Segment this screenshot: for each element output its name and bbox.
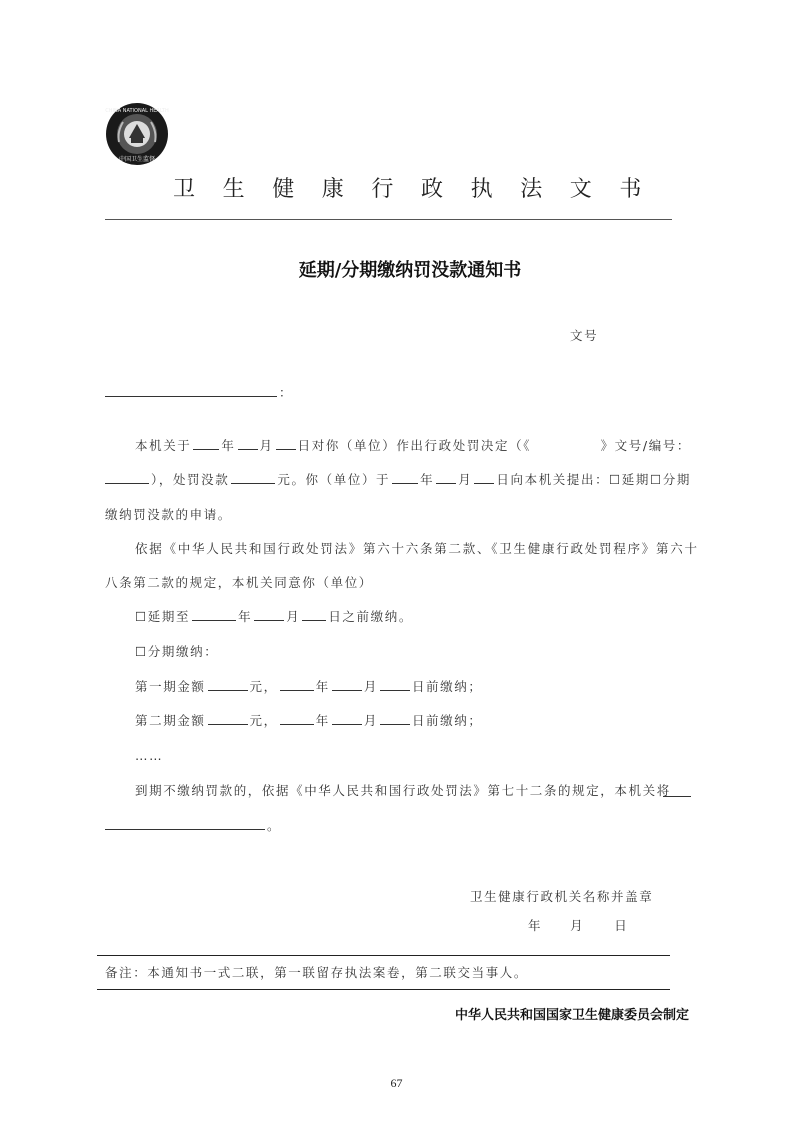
blank <box>193 437 219 450</box>
text: 》文号/编号： <box>600 438 691 453</box>
document-series-header: 卫生健康行政执法文书 <box>173 177 670 202</box>
installment-2 <box>105 712 721 730</box>
paragraph-2-line-1: 依据《中华人民共和国行政处罚法》第六十六条第二款、《卫生健康行政处罚程序》第六十 <box>135 541 699 556</box>
blank <box>436 471 456 484</box>
blank <box>231 471 275 484</box>
text: 年 <box>315 679 330 694</box>
text: 元， <box>249 679 278 694</box>
blank <box>280 712 314 725</box>
blank <box>663 784 691 797</box>
svg-text:CHINA NATIONAL HEALTH: CHINA NATIONAL HEALTH <box>105 108 169 114</box>
text: 月 <box>363 713 378 728</box>
blank <box>332 678 362 691</box>
text: 年 <box>238 609 253 624</box>
blank <box>238 437 258 450</box>
svg-text:中国卫生监督: 中国卫生监督 <box>118 156 156 163</box>
blank <box>332 712 362 725</box>
text: 第一期金额 <box>135 679 206 694</box>
day-label: 日 <box>614 918 629 933</box>
text: 月 <box>286 609 301 624</box>
blank <box>474 471 494 484</box>
text: 。 <box>267 818 282 833</box>
note-bottom-divider <box>97 989 670 990</box>
text: 到期不缴纳罚款的，依据《中华人民共和国行政处罚法》第七十二条的规定，本机关将 <box>135 783 671 798</box>
text: 日前缴纳； <box>411 679 483 694</box>
blank <box>105 817 265 830</box>
text: 月 <box>259 438 274 453</box>
paragraph-1-line-1 <box>105 437 691 455</box>
text: 月 <box>363 679 378 694</box>
text: ☐延期至 <box>135 609 191 624</box>
header-divider <box>105 219 672 220</box>
remark-note: 备注：本通知书一式二联，第一联留存执法案卷，第二联交当事人。 <box>105 965 529 980</box>
paragraph-1-line-3: 缴纳罚没款的申请。 <box>105 507 232 522</box>
blank <box>276 437 296 450</box>
option-extend <box>105 608 721 626</box>
text: 日之前缴纳。 <box>328 609 413 624</box>
addressee-line <box>105 384 691 402</box>
installment-1 <box>105 678 721 696</box>
paragraph-1-line-2 <box>105 471 691 489</box>
blank <box>254 608 284 621</box>
blank <box>280 678 314 691</box>
text: 月 <box>458 472 473 487</box>
ellipsis: …… <box>135 748 164 763</box>
text: 年 <box>221 438 236 453</box>
text: 元， <box>249 713 278 728</box>
text: ），处罚没款 <box>151 472 230 487</box>
text: 年 <box>420 472 435 487</box>
text: 本机关于 <box>135 438 192 453</box>
document-title: 延期/分期缴纳罚没款通知书 <box>298 260 522 281</box>
blank <box>392 471 418 484</box>
extend-installment-checkboxes: ☐延期☐分期 <box>608 472 691 487</box>
blank <box>380 712 410 725</box>
blank <box>192 608 236 621</box>
text: 年 <box>315 713 330 728</box>
note-top-divider <box>97 955 670 956</box>
month-label: 月 <box>570 918 585 933</box>
paragraph-2-line-2: 八条第二款的规定，本机关同意你（单位） <box>105 575 373 590</box>
issuer: 中华人民共和国国家卫生健康委员会制定 <box>454 1008 689 1023</box>
blank <box>105 471 149 484</box>
text: 第二期金额 <box>135 713 206 728</box>
text: 日对你（单位）作出行政处罚决定（《 <box>297 438 532 453</box>
doc-number-label: 文号 <box>570 328 599 343</box>
paragraph-3-line-1 <box>105 782 691 800</box>
page-number: 67 <box>390 1076 403 1090</box>
text: 日向本机关提出： <box>496 472 610 487</box>
blank <box>380 678 410 691</box>
health-inspection-emblem <box>105 102 169 166</box>
blank <box>208 712 248 725</box>
year-label: 年 <box>528 918 543 933</box>
blank <box>208 678 248 691</box>
addressee-blank <box>105 384 277 397</box>
blank <box>302 608 326 621</box>
option-installment: ☐分期缴纳： <box>135 644 219 659</box>
paragraph-3-line-2 <box>105 817 691 835</box>
text: 元。你（单位）于 <box>277 472 391 487</box>
signature-org: 卫生健康行政机关名称并盖章 <box>470 889 654 904</box>
signature-date <box>528 916 628 934</box>
colon: ： <box>279 385 294 400</box>
text: 日前缴纳； <box>411 713 483 728</box>
